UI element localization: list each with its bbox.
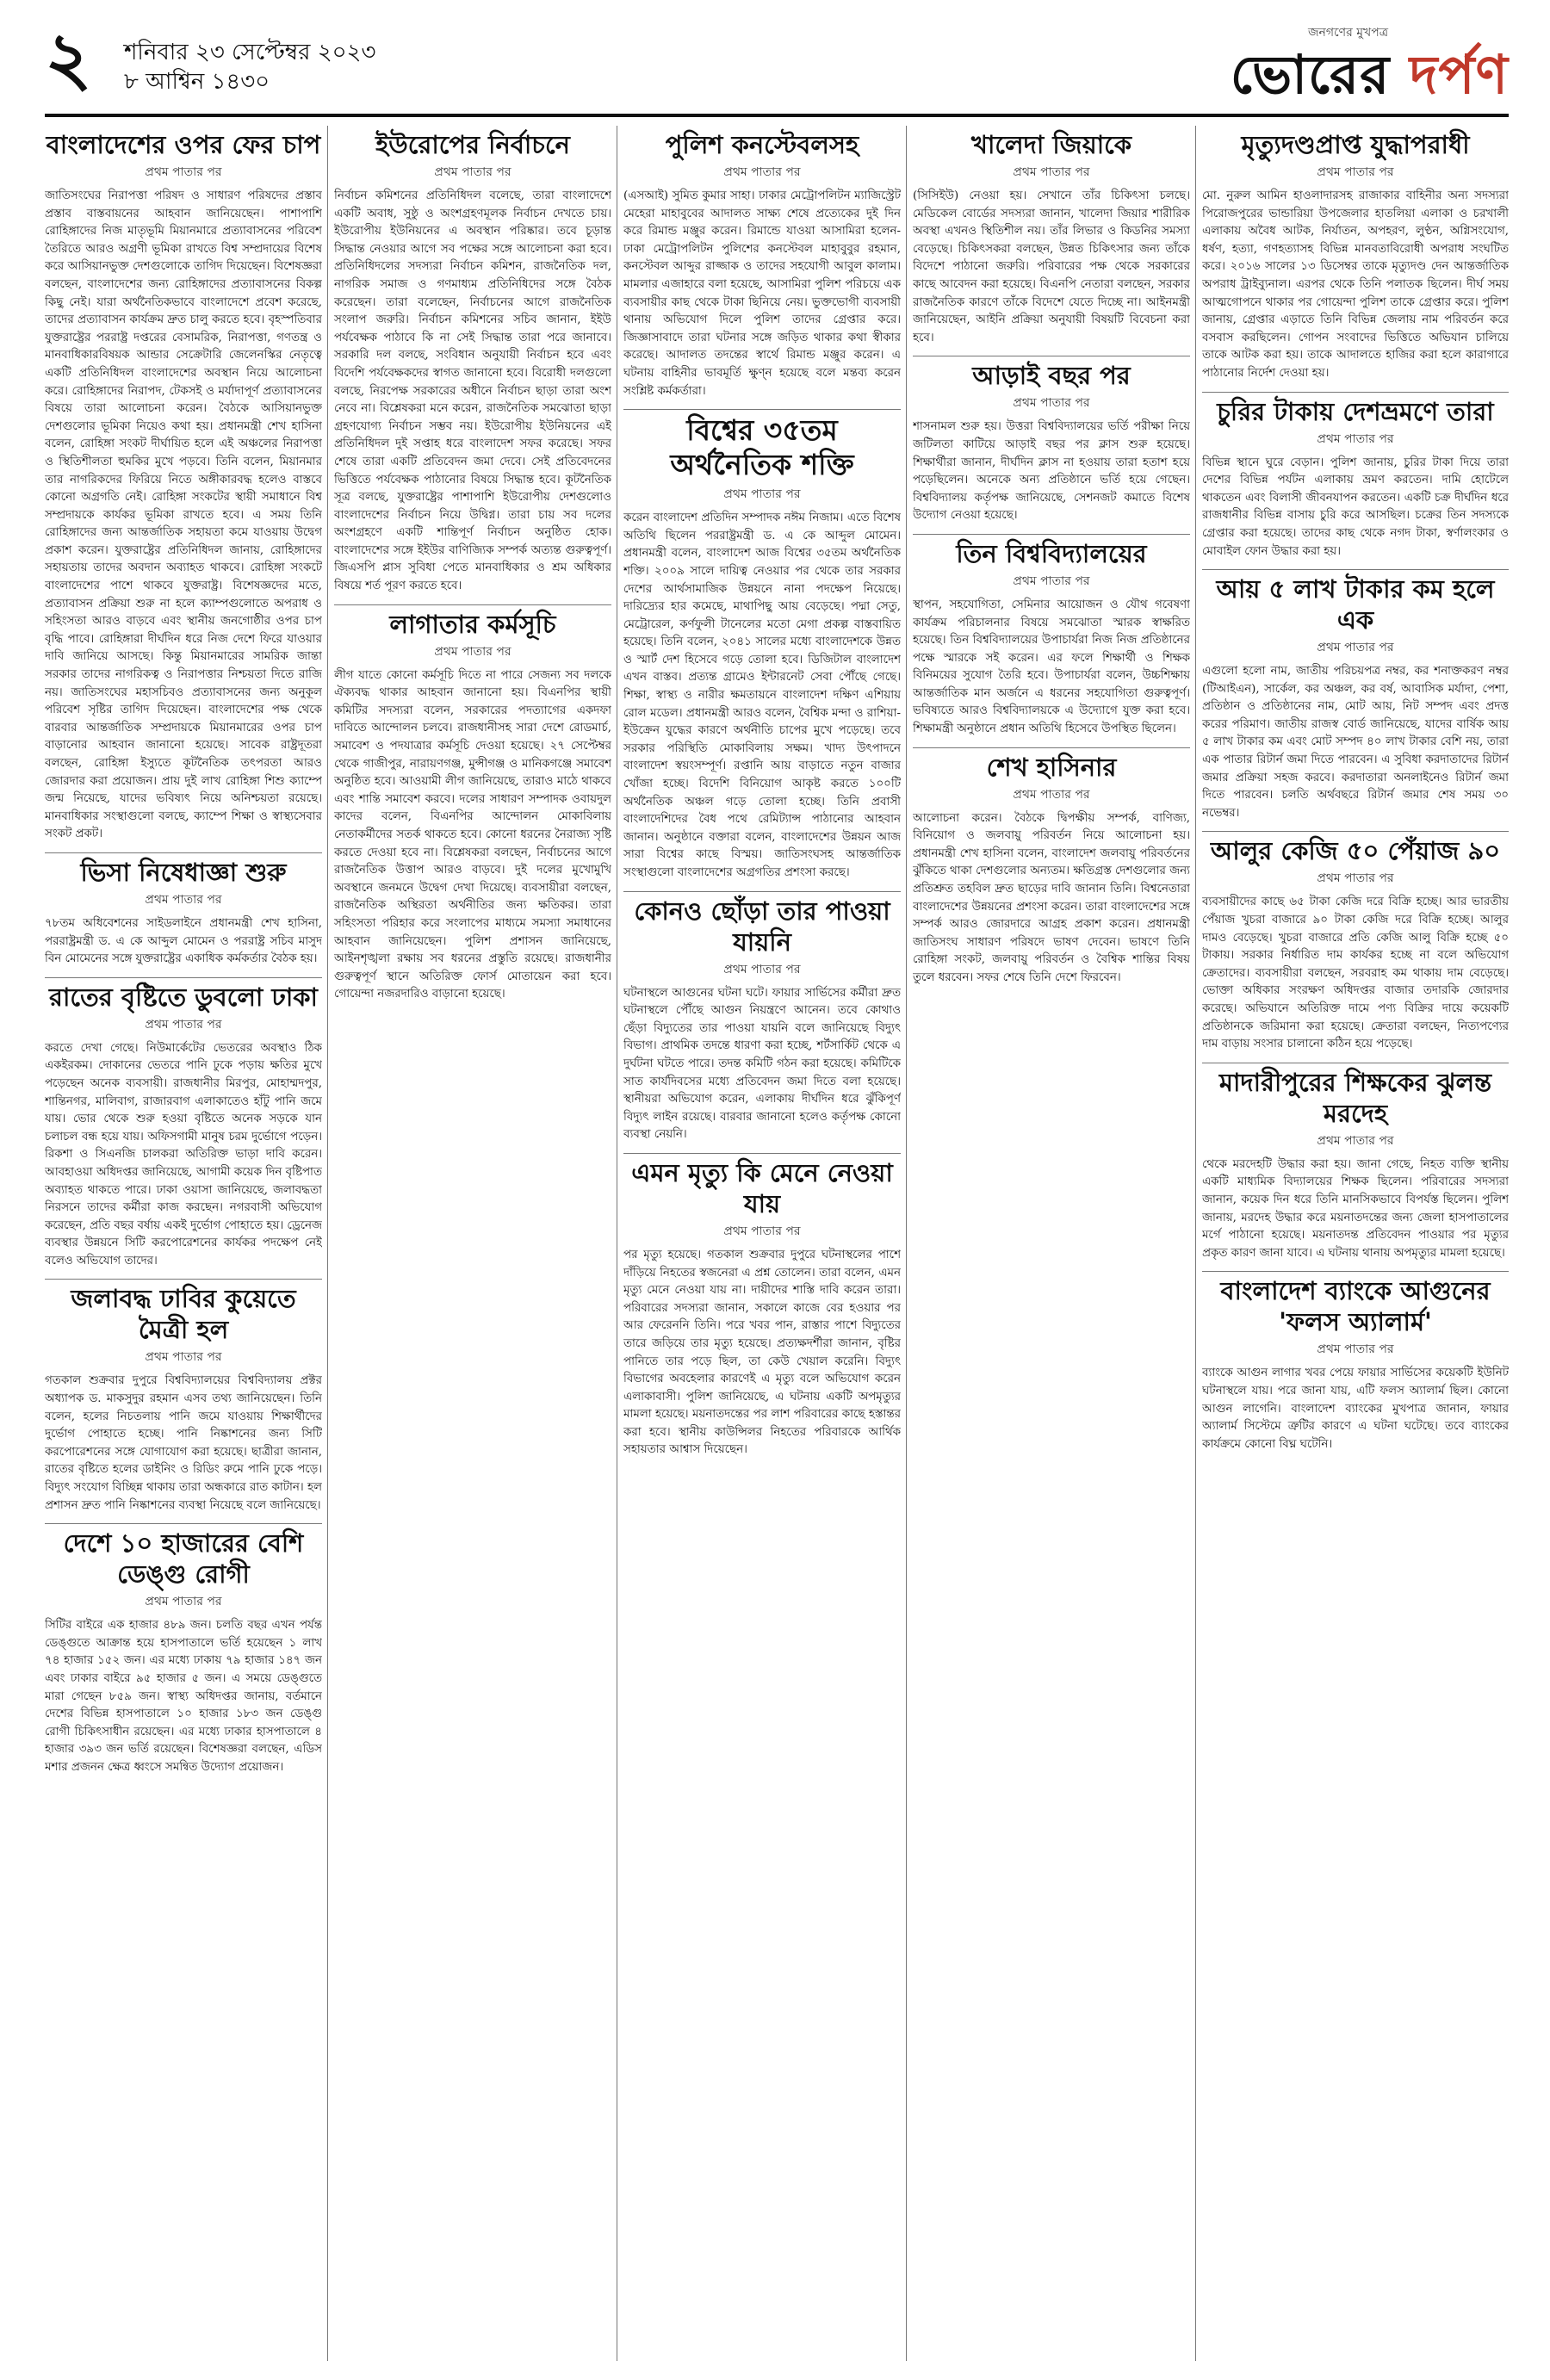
column-divider [327, 126, 328, 2361]
news-story [913, 752, 1190, 988]
story-divider [45, 1279, 322, 1280]
date-block [124, 38, 375, 96]
story-headline[interactable]: ভিসা নিষেধাজ্ঞা শুরু [80, 857, 287, 887]
brand-tagline: জনগণের মুখপত্র [1307, 26, 1388, 40]
continued-from-front-label: প্রথম পাতার পর [1317, 1342, 1394, 1357]
news-story [623, 413, 901, 882]
masthead-rule [45, 114, 1509, 117]
story-headline[interactable]: কোনও ছোঁড়া তার পাওয়া যায়নি [634, 896, 890, 957]
story-headline[interactable]: আলুর কেজি ৫০ পেঁয়াজ ৯০ [1210, 836, 1501, 866]
story-headline[interactable]: দেশে ১০ হাজারের বেশি ডেঙ্গু রোগী [63, 1528, 304, 1590]
continued-from-front-label: প্রথম পাতার পর [145, 1595, 222, 1609]
continued-from-front-label: প্রথম পাতার পর [434, 644, 512, 659]
story-body: মো. নুরুল আমিন হাওলাদারসহ রাজাকার বাহিনীর অন্য সদস্যরা পিরোজপুরের ভান্ডারিয়া উপজেলার হাতলিয়া এলাকা ও চরখালী এলাকায় অবৈধ আটক, নির্যাতন, অপহরণ, লুণ্ঠন, অগ্নিসংযোগ, ধর্ষণ, হত্যা, গণহত্যাসহ বিভিন্ন মানবতাবিরোধী অপরাধ সংঘটিত করে। ২০১৬ সালের ১৩ ডিসেম্বর তাকে মৃত্যুদণ্ড দেন আন্তর্জাতিক অপরাধ ট্রাইব্যুনাল। এরপর থেকে তিনি পলাতক ছিলেন। দীর্ঘ সময় আত্মগোপনে থাকার পর গোয়েন্দা পুলিশ তাকে গ্রেপ্তার করে। পুলিশ জানায়, গ্রেপ্তার এড়াতে তিনি বিভিন্ন জেলায় নাম পরিবর্তন করে বসবাস করছিলেন। গোপন সংবাদের ভিত্তিতে অভিযান চালিয়ে তাকে আটক করা হয়। তাকে আদালতে হাজির করা হলে কারাগারে পাঠানোর নির্দেশ দেওয়া হয়। [1202, 189, 1509, 380]
story-body: আলোচনা করেন। বৈঠকে দ্বিপক্ষীয় সম্পর্ক, বাণিজ্য, বিনিয়োগ ও জলবায়ু পরিবর্তন নিয়ে আলোচনা হয়। প্রধানমন্ত্রী শেখ হাসিনা বলেন, বাংলাদেশ জলবায়ু পরিবর্তনের ঝুঁকিতে থাকা দেশগুলোর অন্যতম। ক্ষতিগ্রস্ত দেশগুলোর জন্য প্রতিশ্রুত তহবিল দ্রুত ছাড়ের দাবি জানান তিনি। বিশ্বনেতারা বাংলাদেশের উন্নয়নের প্রশংসা করেন। তারা বাংলাদেশের সঙ্গে সম্পর্ক আরও জোরদারে আগ্রহ প্রকাশ করেন। প্রধানমন্ত্রী জাতিসংঘ সাধারণ পরিষদে ভাষণ দেবেন। ভাষণে তিনি রোহিঙ্গা সংকট, জলবায়ু পরিবর্তন ও বৈশ্বিক শান্তির বিষয় তুলে ধরবেন। সফর শেষে তিনি দেশে ফিরবেন। [913, 811, 1190, 984]
story-headline[interactable]: আয় ৫ লাখ টাকার কম হলে এক [1216, 574, 1495, 635]
continued-from-front-label: প্রথম পাতার পর [1317, 641, 1394, 655]
column-1 [45, 126, 322, 2361]
column-divider [1195, 126, 1196, 2361]
story-headline[interactable]: তিন বিশ্ববিদ্যালয়ের [956, 538, 1147, 568]
story-body: (এসআই) সুমিত কুমার সাহা। ঢাকার মেট্রোপলিটন ম্যাজিস্ট্রেট মেহেরা মাহাবুবের আদালত সাক্ষ্য শেষে প্রত্যেকের দুই দিন করে রিমান্ড মঞ্জুর করেন। রিমান্ডে যাওয়া আসামিরা হলেন- ঢাকা মেট্রোপলিটন পুলিশের কনস্টেবল মাহাবুবুর রহমান, কনস্টেবল আব্দুর রাজ্জাক ও তাদের সহযোগী আবুল কালাম। মামলার এজাহারে বলা হয়েছে, আসামিরা পুলিশ পরিচয়ে এক ব্যবসায়ীর কাছ থেকে টাকা ছিনিয়ে নেয়। ভুক্তভোগী ব্যবসায়ী থানায় অভিযোগ দিলে পুলিশ তাদের গ্রেপ্তার করে। জিজ্ঞাসাবাদে তারা ঘটনার সঙ্গে জড়িত থাকার কথা স্বীকার করেছে। আদালত তদন্তের স্বার্থে রিমান্ড মঞ্জুর করেন। এ ঘটনায় বাহিনীর ভাবমূর্তি ক্ষুণ্ন হয়েছে বলে মন্তব্য করেন সংশ্লিষ্ট কর্মকর্তারা। [623, 189, 901, 398]
date-gregorian: শনিবার ২৩ সেপ্টেম্বর ২০২৩ [124, 40, 376, 65]
story-body: করেন বাংলাদেশ প্রতিদিন সম্পাদক নঈম নিজাম। এতে বিশেষ অতিথি ছিলেন পররাষ্ট্রমন্ত্রী ড. এ কে আব্দুল মোমেন। প্রধানমন্ত্রী বলেন, বাংলাদেশ আজ বিশ্বের ৩৫তম অর্থনৈতিক শক্তি। ২০০৯ সালে দায়িত্ব নেওয়ার পর থেকে তার সরকার দেশের আর্থসামাজিক উন্নয়নে নানা পদক্ষেপ নিয়েছে। দারিদ্র্যের হার কমেছে, মাথাপিছু আয় বেড়েছে। পদ্মা সেতু, মেট্রোরেল, কর্ণফুলী টানেলের মতো মেগা প্রকল্প বাস্তবায়িত হয়েছে। তিনি বলেন, ২০৪১ সালের মধ্যে বাংলাদেশকে উন্নত ও স্মার্ট দেশ হিসেবে গড়ে তোলা হবে। ডিজিটাল বাংলাদেশ এখন বাস্তব। প্রত্যন্ত গ্রামেও ইন্টারনেট সেবা পৌঁছে গেছে। শিক্ষা, স্বাস্থ্য ও নারীর ক্ষমতায়নে বাংলাদেশ দক্ষিণ এশিয়ায় রোল মডেল। প্রধানমন্ত্রী আরও বলেন, বৈশ্বিক মন্দা ও রাশিয়া-ইউক্রেন যুদ্ধের কারণে অর্থনীতি চাপের মুখে পড়েছে। তবে সরকার পরিস্থিতি মোকাবিলায় সক্ষম। খাদ্য উৎপাদনে বাংলাদেশ স্বয়ংসম্পূর্ণ। রপ্তানি আয় বাড়াতে নতুন বাজার খোঁজা হচ্ছে। বিদেশি বিনিয়োগ আকৃষ্ট করতে ১০০টি অর্থনৈতিক অঞ্চল গড়ে তোলা হচ্ছে। তিনি প্রবাসী বাংলাদেশিদের বৈধ পথে রেমিট্যান্স পাঠানোর আহবান জানান। অনুষ্ঠানে বক্তারা বলেন, বাংলাদেশের উন্নয়ন আজ সারা বিশ্বের কাছে বিস্ময়। জাতিসংঘসহ আন্তর্জাতিক সংস্থাগুলো বাংলাদেশের অগ্রগতির প্রশংসা করছে। [623, 511, 901, 879]
story-headline[interactable]: শেখ হাসিনার [986, 752, 1117, 782]
story-divider [623, 409, 901, 410]
news-story [913, 129, 1190, 347]
story-divider [1202, 392, 1509, 393]
story-body: নির্বাচন কমিশনের প্রতিনিধিদল বলেছে, তারা বাংলাদেশে একটি অবাধ, সুষ্ঠু ও অংশগ্রহণমূলক নির্বাচন দেখতে চায়। ইউরোপীয় ইউনিয়নের এ অবস্থান পরিষ্কার। তবে চূড়ান্ত সিদ্ধান্ত নেওয়ার আগে সব পক্ষের সঙ্গে আলোচনা করা হবে। প্রতিনিধিদলের সদস্যরা নির্বাচন কমিশন, রাজনৈতিক দল, নাগরিক সমাজ ও গণমাধ্যম প্রতিনিধিদের সঙ্গে বৈঠক করেছেন। তারা বলেছেন, নির্বাচনের আগে রাজনৈতিক সংলাপ জরুরি। নির্বাচন কমিশনের সচিব জানান, ইইউ পর্যবেক্ষক পাঠাবে কি না সেই সিদ্ধান্ত তারা পরে জানাবে। সরকারি দল বলছে, সংবিধান অনুযায়ী নির্বাচন হবে এবং বিদেশি পর্যবেক্ষকদের স্বাগত জানানো হবে। বিরোধী দলগুলো বলছে, নিরপেক্ষ সরকারের অধীনে নির্বাচন ছাড়া তারা অংশ নেবে না। বিশ্লেষকরা মনে করেন, রাজনৈতিক সমঝোতা ছাড়া গ্রহণযোগ্য নির্বাচন সম্ভব নয়। ইউরোপীয় ইউনিয়নের এই প্রতিনিধিদল দুই সপ্তাহ ধরে বাংলাদেশ সফর করেছে। সফর শেষে তারা একটি প্রতিবেদন জমা দেবে। সেই প্রতিবেদনের ভিত্তিতে পর্যবেক্ষক পাঠানোর বিষয়ে সিদ্ধান্ত হবে। কূটনৈতিক সূত্র বলছে, যুক্তরাষ্ট্রের পাশাপাশি ইউরোপীয় দেশগুলোও বাংলাদেশের নির্বাচন নিয়ে উদ্বিগ্ন। তারা চায় সব দলের অংশগ্রহণে একটি শান্তিপূর্ণ নির্বাচন অনুষ্ঠিত হোক। বাংলাদেশের সঙ্গে ইইউর বাণিজ্যিক সম্পর্ক অত্যন্ত গুরুত্বপূর্ণ। জিএসপি প্লাস সুবিধা পেতে মানবাধিকার ও শ্রম অধিকার বিষয়ে শর্ত পূরণ করতে হবে। [334, 189, 611, 593]
story-body: জাতিসংঘের নিরাপত্তা পরিষদ ও সাধারণ পরিষদের প্রস্তাব প্রস্তাব বাস্তবায়নের আহবান জানিয়েছেন। পাশাপাশি রোহিঙ্গাদের নিজ মাতৃভূমি মিয়ানমারে প্রত্যাবাসনের পরিবেশ তৈরিতে আরও অগ্রণী ভূমিকা রাখতে বিশ্ব সম্প্রদায়ের বিশেষ করে আসিয়ানভুক্ত দেশগুলোকে তাগিদ দিয়েছেন। বিশেষজ্ঞরা বলছেন, বাংলাদেশের জন্য রোহিঙ্গাদের প্রত্যাবাসনের বিকল্প কিছু নেই। যারা অর্থনৈতিকভাবে বাংলাদেশে প্রবেশ করেছে, তাদের প্রত্যাবাসন কার্যক্রম দ্রুত চালু করতে হবে। বৃহস্পতিবার যুক্তরাষ্ট্রের পররাষ্ট্র দপ্তরের বেসামরিক, নিরাপত্তা, গণতন্ত্র ও মানবাধিকারবিষয়ক আন্ডার সেক্রেটারি জেলেনস্কির নেতৃত্বে একটি প্রতিনিধিদল বাংলাদেশের অবস্থান নিয়ে আলোচনা করে। রোহিঙ্গাদের নিরাপদ, টেকসই ও মর্যাদাপূর্ণ প্রত্যাবাসনের বিষয়ে তারা আলোচনা করেন। বৈঠকে আসিয়ানভুক্ত দেশগুলোর ভূমিকা নিয়েও কথা হয়। প্রধানমন্ত্রী শেখ হাসিনা বলেন, রোহিঙ্গা সংকট দীর্ঘায়িত হলে এই অঞ্চলের নিরাপত্তা ও স্থিতিশীলতা হুমকির মুখে পড়বে। তিনি বলেন, মিয়ানমার তার নাগরিকদের ফিরিয়ে নিতে অঙ্গীকারবদ্ধ হলেও বাস্তবে কোনো অগ্রগতি নেই। রোহিঙ্গা সংকটের স্থায়ী সমাধানে বিশ্ব সম্প্রদায়কে কার্যকর ভূমিকা রাখতে হবে। এ সময় তিনি রোহিঙ্গাদের জন্য আন্তর্জাতিক সহায়তা কমে যাওয়ায় উদ্বেগ প্রকাশ করেন। যুক্তরাষ্ট্রের প্রতিনিধিদল জানায়, রোহিঙ্গাদের সহায়তায় তাদের অবদান অব্যাহত থাকবে। রোহিঙ্গা সংকটে বাংলাদেশের পাশে থাকবে যুক্তরাষ্ট্র। বিশেষজ্ঞদের মতে, প্রত্যাবাসন প্রক্রিয়া শুরু না হলে ক্যাম্পগুলোতে অপরাধ ও সহিংসতা আরও বাড়বে এবং স্থানীয় জনগোষ্ঠীর ওপর চাপ বৃদ্ধি পাবে। রোহিঙ্গারা দীর্ঘদিন ধরে নিজ দেশে ফিরে যাওয়ার দাবি জানিয়ে আসছে। কিন্তু মিয়ানমারের সামরিক জান্তা সরকার তাদের নাগরিকত্ব ও নিরাপত্তার নিশ্চয়তা দিতে রাজি নয়। জাতিসংঘের মহাসচিবও প্রত্যাবাসনের জন্য অনুকূল পরিবেশ সৃষ্টির তাগিদ দিয়েছেন। বাংলাদেশের পক্ষ থেকে বারবার আন্তর্জাতিক সম্প্রদায়কে মিয়ানমারের ওপর চাপ বাড়ানোর আহবান জানানো হয়েছে। সাবেক রাষ্ট্রদূতরা বলছেন, রোহিঙ্গা ইস্যুতে কূটনৈতিক তৎপরতা আরও জোরদার করা প্রয়োজন। প্রায় দুই লাখ রোহিঙ্গা শিশু ক্যাম্পে জন্ম নিয়েছে, যাদের ভবিষ্যৎ নিয়ে অনিশ্চয়তা রয়েছে। মানবাধিকার সংস্থাগুলো বলছে, ক্যাম্পে শিক্ষা ও স্বাস্থ্যসেবার সংকট প্রকট। [45, 189, 322, 841]
story-divider [623, 891, 901, 892]
continued-from-front-label: প্রথম পাতার পর [145, 165, 222, 179]
story-body: থেকে মরদেহটি উদ্ধার করা হয়। জানা গেছে, নিহত ব্যক্তি স্থানীয় একটি মাধ্যমিক বিদ্যালয়ের শিক্ষক ছিলেন। পরিবারের সদস্যরা জানান, কয়েক দিন ধরে তিনি মানসিকভাবে বিপর্যস্ত ছিলেন। পুলিশ জানায়, মরদেহ উদ্ধার করে ময়নাতদন্তের জন্য জেলা হাসপাতালের মর্গে পাঠানো হয়েছে। ময়নাতদন্ত প্রতিবেদন পাওয়ার পর মৃত্যুর প্রকৃত কারণ জানা যাবে। এ ঘটনায় থানায় অপমৃত্যুর মামলা হয়েছে। [1202, 1157, 1509, 1260]
news-story [1202, 1275, 1509, 1453]
column-5 [1202, 126, 1509, 2361]
date-bangla: ৮ আশ্বিন ১৪৩০ [124, 69, 270, 95]
story-body: গতকাল শুক্রবার দুপুরে বিশ্ববিদ্যালয়ের বিশ্ববিদ্যালয় প্রক্টর অধ্যাপক ড. মাকসুদুর রহমান এসব তথ্য জানিয়েছেন। তিনি বলেন, হলের নিচতলায় পানি জমে যাওয়ায় শিক্ষার্থীদের দুর্ভোগ পোহাতে হচ্ছে। পানি নিষ্কাশনের জন্য সিটি করপোরেশনের সঙ্গে যোগাযোগ করা হয়েছে। ছাত্রীরা জানান, রাতের বৃষ্টিতে হলের ডাইনিং ও রিডিং রুমে পানি ঢুকে পড়ে। বিদ্যুৎ সংযোগ বিচ্ছিন্ন থাকায় তারা অন্ধকারে রাত কাটান। হল প্রশাসন দ্রুত পানি নিষ্কাশনের ব্যবস্থা নিয়েছে বলে জানিয়েছে। [45, 1374, 322, 1512]
story-headline[interactable]: চুরির টাকায় দেশভ্রমণে তারা [1217, 396, 1494, 426]
continued-from-front-label: প্রথম পাতার পর [145, 1017, 222, 1032]
story-divider [45, 1523, 322, 1524]
story-body: শাসনামল শুরু হয়। উত্তরা বিশ্ববিদ্যালয়ের ভর্তি পরীক্ষা নিয়ে জটিলতা কাটিয়ে আড়াই বছর পর ক্লাস শুরু হয়েছে। শিক্ষার্থীরা জানান, দীর্ঘদিন ক্লাস না হওয়ায় তারা হতাশ হয়ে পড়েছিলেন। অনেকে অন্য প্রতিষ্ঠানে ভর্তি হয়ে গেছেন। বিশ্ববিদ্যালয় কর্তৃপক্ষ জানিয়েছে, সেশনজট কমাতে বিশেষ উদ্যোগ নেওয়া হয়েছে। [913, 420, 1190, 523]
story-body: পর মৃত্যু হয়েছে। গতকাল শুক্রবার দুপুরে ঘটনাস্থলের পাশে দাঁড়িয়ে নিহতের স্বজনেরা এ প্রশ্ন তোলেন। তারা বলেন, এমন মৃত্যু মেনে নেওয়া যায় না। দায়ীদের শাস্তি দাবি করেন তারা। পরিবারের সদস্যরা জানান, সকালে কাজে বের হওয়ার পর আর ফেরেননি তিনি। পরে খবর পান, রাস্তার পাশে বিদ্যুতের তারে জড়িয়ে তার মৃত্যু হয়েছে। প্রত্যক্ষদর্শীরা জানান, বৃষ্টির পানিতে তার পড়ে ছিল, তা কেউ খেয়াল করেনি। বিদ্যুৎ বিভাগের অবহেলার কারণেই এ মৃত্যু বলে অভিযোগ করেন এলাকাবাসী। পুলিশ জানিয়েছে, এ ঘটনায় একটি অপমৃত্যুর মামলা হয়েছে। ময়নাতদন্তের পর লাশ পরিবারের কাছে হস্তান্তর করা হবে। স্থানীয় কাউন্সিলর নিহতের পরিবারকে আর্থিক সহায়তার আশ্বাস দিয়েছেন। [623, 1248, 901, 1457]
continued-from-front-label: প্রথম পাতার পর [723, 165, 801, 179]
column-2 [334, 126, 611, 2361]
story-divider [913, 534, 1190, 535]
news-story [45, 1528, 322, 1776]
news-story [1202, 129, 1509, 383]
continued-from-front-label: প্রথম পাতার পর [1317, 165, 1394, 179]
page-number: ২ [45, 15, 92, 101]
continued-from-front-label: প্রথম পাতার পর [1317, 431, 1394, 446]
column-divider [906, 126, 907, 2361]
story-headline[interactable]: লাগাতার কর্মসূচি [389, 609, 556, 639]
story-headline[interactable]: ইউরোপের নির্বাচনে [375, 130, 570, 159]
continued-from-front-label: প্রথম পাতার পর [1317, 1133, 1394, 1148]
story-divider [1202, 831, 1509, 832]
news-story [913, 360, 1190, 525]
story-headline[interactable]: রাতের বৃষ্টিতে ডুবলো ঢাকা [49, 982, 318, 1012]
continued-from-front-label: প্রথম পাতার পর [1317, 871, 1394, 886]
story-headline[interactable]: বাংলাদেশের ওপর ফের চাপ [46, 130, 321, 159]
brand-name [1231, 43, 1509, 106]
story-body: ব্যবসায়ীদের কাছে ৬৫ টাকা কেজি দরে বিক্রি হচ্ছে। আর ভারতীয় পেঁয়াজ খুচরা বাজারে ৯০ টাকা কেজি দরে বিক্রি হচ্ছে। আলুর দামও বেড়েছে। খুচরা বাজারে প্রতি কেজি আলু বিক্রি হচ্ছে ৫০ টাকায়। সরকার নির্ধারিত দাম কার্যকর হচ্ছে না বলে অভিযোগ ক্রেতাদের। ব্যবসায়ীরা বলছেন, সরবরাহ কম থাকায় দাম বেড়েছে। ভোক্তা অধিকার সংরক্ষণ অধিদপ্তর বাজার তদারকি জোরদার করেছে। অভিযানে অতিরিক্ত দামে পণ্য বিক্রির দায়ে কয়েকটি প্রতিষ্ঠানকে জরিমানা করা হয়েছে। ক্রেতারা বলছেন, নিত্যপণ্যের দাম বাড়ায় সংসার চালানো কঠিন হয়ে পড়েছে। [1202, 896, 1509, 1051]
brand-name-second: দর্পণ [1409, 43, 1509, 106]
story-divider [334, 604, 611, 605]
news-story [623, 129, 901, 400]
story-body: স্থাপন, সহযোগিতা, সেমিনার আয়োজন ও যৌথ গবেষণা কার্যক্রম পরিচালনার বিষয়ে সমঝোতা স্মারক স্বাক্ষরিত হয়েছে। তিন বিশ্ববিদ্যালয়ের উপাচার্যরা নিজ নিজ প্রতিষ্ঠানের পক্ষে স্মারকে সই করেন। এর ফলে শিক্ষার্থী ও শিক্ষক বিনিময়ের সুযোগ তৈরি হবে। উপাচার্যরা বলেন, উচ্চশিক্ষায় আন্তর্জাতিক মান অর্জনে এ ধরনের সহযোগিতা গুরুত্বপূর্ণ। ভবিষ্যতে আরও বিশ্ববিদ্যালয়কে এ উদ্যোগে যুক্ত করা হবে। শিক্ষামন্ত্রী অনুষ্ঠানে প্রধান অতিথি হিসেবে উপস্থিত ছিলেন। [913, 598, 1190, 736]
story-divider [913, 747, 1190, 748]
news-story [1202, 396, 1509, 561]
story-body: ঘটনাস্থলে আগুনের ঘটনা ঘটে। ফায়ার সার্ভিসের কর্মীরা দ্রুত ঘটনাস্থলে পৌঁছে আগুন নিয়ন্ত্রণে আনেন। তবে কোথাও ছেঁড়া বিদ্যুতের তার পাওয়া যায়নি বলে জানিয়েছে বিদ্যুৎ বিভাগ। প্রাথমিক তদন্তে ধারণা করা হচ্ছে, শর্টসার্কিট থেকে এ দুর্ঘটনা ঘটতে পারে। তদন্ত কমিটি গঠন করা হয়েছে। কমিটিকে সাত কার্যদিবসের মধ্যে প্রতিবেদন জমা দিতে বলা হয়েছে। স্থানীয়রা অভিযোগ করেন, এলাকায় দীর্ঘদিন ধরে ঝুঁকিপূর্ণ বিদ্যুৎ লাইন রয়েছে। বারবার জানানো হলেও কর্তৃপক্ষ কোনো ব্যবস্থা নেয়নি। [623, 986, 901, 1142]
story-body: সিটির বাইরে এক হাজার ৪৮৯ জন। চলতি বছর এখন পর্যন্ত ডেঙ্গুতে আক্রান্ত হয়ে হাসপাতালে ভর্তি হয়েছেন ১ লাখ ৭৪ হাজার ১৫২ জন। এর মধ্যে ঢাকায় ৭৯ হাজার ১৪৭ জন এবং ঢাকার বাইরে ৯৫ হাজার ৫ জন। এ সময়ে ডেঙ্গুতে মারা গেছেন ৮৫৯ জন। স্বাস্থ্য অধিদপ্তর জানায়, বর্তমানে দেশের বিভিন্ন হাসপাতালে ১০ হাজার ১৮৩ জন ডেঙ্গু রোগী চিকিৎসাধীন রয়েছেন। এর মধ্যে ঢাকার হাসপাতালে ৪ হাজার ৩৯৩ জন ভর্তি রয়েছেন। বিশেষজ্ঞরা বলছেন, এডিস মশার প্রজনন ক্ষেত্র ধ্বংসে সমন্বিত উদ্যোগ প্রয়োজন। [45, 1619, 322, 1774]
story-body: এগুলো হলো নাম, জাতীয় পরিচয়পত্র নম্বর, কর শনাক্তকরণ নম্বর (টিআইএন), সার্কেল, কর অঞ্চল, কর বর্ষ, আবাসিক মর্যাদা, পেশা, প্রতিষ্ঠান ও প্রতিষ্ঠানের নাম, মোট আয়, নিট সম্পদ এবং প্রদত্ত করের পরিমাণ। জাতীয় রাজস্ব বোর্ড জানিয়েছে, যাদের বার্ষিক আয় ৫ লাখ টাকার কম এবং মোট সম্পদ ৪০ লাখ টাকার বেশি নয়, তারা এক পাতার রিটার্ন জমা দিতে পারবেন। এ সুবিধা করদাতাদের রিটার্ন জমার প্রক্রিয়া সহজ করবে। করদাতারা অনলাইনেও রিটার্ন জমা দিতে পারবেন। চলতি অর্থবছরে রিটার্ন জমার শেষ সময় ৩০ নভেম্বর। [1202, 665, 1509, 820]
news-story [334, 609, 611, 1004]
news-story [623, 1157, 901, 1460]
story-headline[interactable]: বাংলাদেশ ব্যাংকে আগুনের 'ফলস অ্যালার্ম' [1220, 1276, 1491, 1337]
news-story [1202, 1067, 1509, 1263]
story-divider [623, 1153, 901, 1154]
story-divider [45, 852, 322, 853]
news-story [45, 982, 322, 1271]
story-body: ৭৮তম অধিবেশনের সাইডলাইনে প্রধানমন্ত্রী শেখ হাসিনা, পররাষ্ট্রমন্ত্রী ড. এ কে আব্দুল মোমেন ও পররাষ্ট্র সচিব মাসুদ বিন মোমেনের সঙ্গে যুক্তরাষ্ট্রের একাধিক কর্মকর্তার বৈঠক হয়। [45, 916, 322, 966]
story-headline[interactable]: পুলিশ কনস্টেবলসহ [665, 130, 859, 159]
news-story [45, 129, 322, 844]
story-body: লীগ যাতে কোনো কর্মসূচি দিতে না পারে সেজন্য সব দলকে ঐক্যবদ্ধ থাকার আহবান জানানো হয়। বিএনপির স্থায়ী কমিটির সদস্যরা বলেন, সরকারের পদত্যাগের একদফা দাবিতে আন্দোলন চলবে। রাজধানীসহ সারা দেশে রোডমার্চ, সমাবেশ ও পদযাত্রার কর্মসূচি দেওয়া হয়েছে। ২৭ সেপ্টেম্বর থেকে গাজীপুর, নারায়ণগঞ্জ, মুন্সীগঞ্জ ও মানিকগঞ্জে সমাবেশ অনুষ্ঠিত হবে। আওয়ামী লীগ জানিয়েছে, তারাও মাঠে থাকবে এবং শান্তি সমাবেশ করবে। দলের সাধারণ সম্পাদক ওবায়দুল কাদের বলেন, বিএনপির আন্দোলন মোকাবিলায় নেতাকর্মীদের সতর্ক থাকতে হবে। কোনো ধরনের নৈরাজ্য সৃষ্টি করতে দেওয়া হবে না। বিশ্লেষকরা বলছেন, নির্বাচনের আগে রাজনৈতিক উত্তাপ আরও বাড়বে। দুই দলের মুখোমুখি অবস্থানে জনমনে উদ্বেগ দেখা দিয়েছে। ব্যবসায়ীরা বলছেন, রাজনৈতিক অস্থিরতা অর্থনীতির জন্য ক্ষতিকর। তারা সহিংসতা পরিহার করে সংলাপের মাধ্যমে সমস্যা সমাধানের আহবান জানিয়েছেন। পুলিশ প্রশাসন জানিয়েছে, আইনশৃঙ্খলা রক্ষায় সব ধরনের প্রস্তুতি রয়েছে। রাজধানীর গুরুত্বপূর্ণ স্থানে অতিরিক্ত ফোর্স মোতায়েন করা হবে। গোয়েন্দা নজরদারিও বাড়ানো হয়েছে। [334, 668, 611, 1001]
brand-name-first: ভোরের [1230, 43, 1391, 106]
story-divider [1202, 1271, 1509, 1272]
story-divider [45, 977, 322, 978]
story-divider [1202, 569, 1509, 570]
continued-from-front-label: প্রথম পাতার পর [723, 487, 801, 502]
continued-from-front-label: প্রথম পাতার পর [145, 1350, 222, 1365]
continued-from-front-label: প্রথম পাতার পর [434, 165, 512, 179]
news-story [1202, 835, 1509, 1053]
story-headline[interactable]: মাদারীপুরের শিক্ষকের ঝুলন্ত মরদেহ [1218, 1067, 1492, 1128]
news-story [913, 538, 1190, 739]
story-body: বিভিন্ন স্থানে ঘুরে বেড়ান। পুলিশ জানায়, চুরির টাকা দিয়ে তারা দেশের বিভিন্ন পর্যটন এলাকায় ভ্রমণ করতেন। দামি হোটেলে থাকতেন এবং বিলাসী জীবনযাপন করতেন। একটি চক্র দীর্ঘদিন ধরে রাজধানীর বিভিন্ন বাসায় চুরি করে আসছিল। চক্রের তিন সদস্যকে গ্রেপ্তার করা হয়েছে। তাদের কাছ থেকে নগদ টাকা, স্বর্ণালংকার ও মোবাইল ফোন উদ্ধার করা হয়। [1202, 456, 1509, 558]
continued-from-front-label: প্রথম পাতার পর [1013, 787, 1090, 802]
masthead [45, 17, 1509, 114]
newspaper-logo [1231, 22, 1509, 105]
continued-from-front-label: প্রথম পাতার পর [1013, 573, 1090, 588]
continued-from-front-label: প্রথম পাতার পর [1013, 396, 1090, 411]
story-body: ব্যাংকে আগুন লাগার খবর পেয়ে ফায়ার সার্ভিসের কয়েকটি ইউনিট ঘটনাস্থলে যায়। পরে জানা যায়, এটি ফলস অ্যালার্ম ছিল। কোনো আগুন লাগেনি। বাংলাদেশ ব্যাংকের মুখপাত্র জানান, ফায়ার অ্যালার্ম সিস্টেমে ত্রুটির কারণে এ ঘটনা ঘটেছে। তবে ব্যাংকের কার্যক্রমে কোনো বিঘ্ন ঘটেনি। [1202, 1367, 1509, 1451]
story-headline[interactable]: জলাবদ্ধ ঢাবির কুয়েতে মৈত্রী হল [71, 1284, 296, 1345]
story-body: করতে দেখা গেছে। নিউমার্কেটের ভেতরের অবস্থাও ঠিক একইরকম। দোকানের ভেতরে পানি ঢুকে পড়ায় ক্ষতির মুখে পড়েছেন অনেক ব্যবসায়ী। রাজধানীর মিরপুর, মোহাম্মদপুর, শান্তিনগর, মালিবাগ, রাজারবাগ এলাকাতেও হাঁটু পানি জমে যায়। ভোর থেকে শুরু হওয়া বৃষ্টিতে অনেক সড়কে যান চলাচল বন্ধ হয়ে যায়। অফিসগামী মানুষ চরম দুর্ভোগে পড়েন। রিকশা ও সিএনজি চালকরা অতিরিক্ত ভাড়া দাবি করেন। আবহাওয়া অধিদপ্তর জানিয়েছে, আগামী কয়েক দিন বৃষ্টিপাত অব্যাহত থাকতে পারে। ঢাকা ওয়াসা জানিয়েছে, জলাবদ্ধতা নিরসনে তাদের কর্মীরা কাজ করছেন। নগরবাসী অভিযোগ করেছেন, প্রতি বছর বর্ষায় একই দুর্ভোগ পোহাতে হয়। ড্রেনেজ ব্যবস্থার উন্নয়নে সিটি করপোরেশনের কার্যকর পদক্ষেপ নেই বলেও অভিযোগ তাদের। [45, 1041, 322, 1267]
story-headline[interactable]: এমন মৃত্যু কি মেনে নেওয়া যায় [631, 1157, 893, 1218]
news-story [1202, 573, 1509, 822]
column-4 [913, 126, 1190, 2361]
story-headline[interactable]: বিশ্বের ৩৫তম অর্থনৈতিক শক্তি [670, 413, 854, 482]
news-story [623, 896, 901, 1144]
continued-from-front-label: প্রথম পাতার পর [723, 962, 801, 976]
news-story [334, 129, 611, 596]
continued-from-front-label: প্রথম পাতার পর [723, 1224, 801, 1238]
news-story [45, 1283, 322, 1515]
continued-from-front-label: প্রথম পাতার পর [145, 892, 222, 907]
news-story [45, 857, 322, 969]
story-headline[interactable]: খালেদা জিয়াকে [970, 130, 1132, 159]
story-headline[interactable]: মৃত্যুদণ্ডপ্রাপ্ত যুদ্ধাপরাধী [1241, 130, 1470, 159]
story-headline[interactable]: আড়াই বছর পর [972, 361, 1131, 391]
continued-from-front-label: প্রথম পাতার পর [1013, 165, 1090, 179]
column-3 [623, 126, 901, 2361]
story-body: (সিসিইউ) নেওয়া হয়। সেখানে তাঁর চিকিৎসা চলছে। মেডিকেল বোর্ডের সদস্যরা জানান, খালেদা জিয়ার শারীরিক অবস্থা এখনও স্থিতিশীল নয়। তাঁর লিভার ও কিডনির সমস্যা বেড়েছে। চিকিৎসকরা বলছেন, উন্নত চিকিৎসার জন্য তাঁকে বিদেশে পাঠানো জরুরি। পরিবারের পক্ষ থেকে সরকারের কাছে আবেদন করা হয়েছে। বিএনপি নেতারা বলছেন, সরকার রাজনৈতিক কারণে তাঁকে বিদেশে যেতে দিচ্ছে না। আইনমন্ত্রী জানিয়েছেন, আইনি প্রক্রিয়া অনুযায়ী বিষয়টি বিবেচনা করা হবে। [913, 189, 1190, 344]
